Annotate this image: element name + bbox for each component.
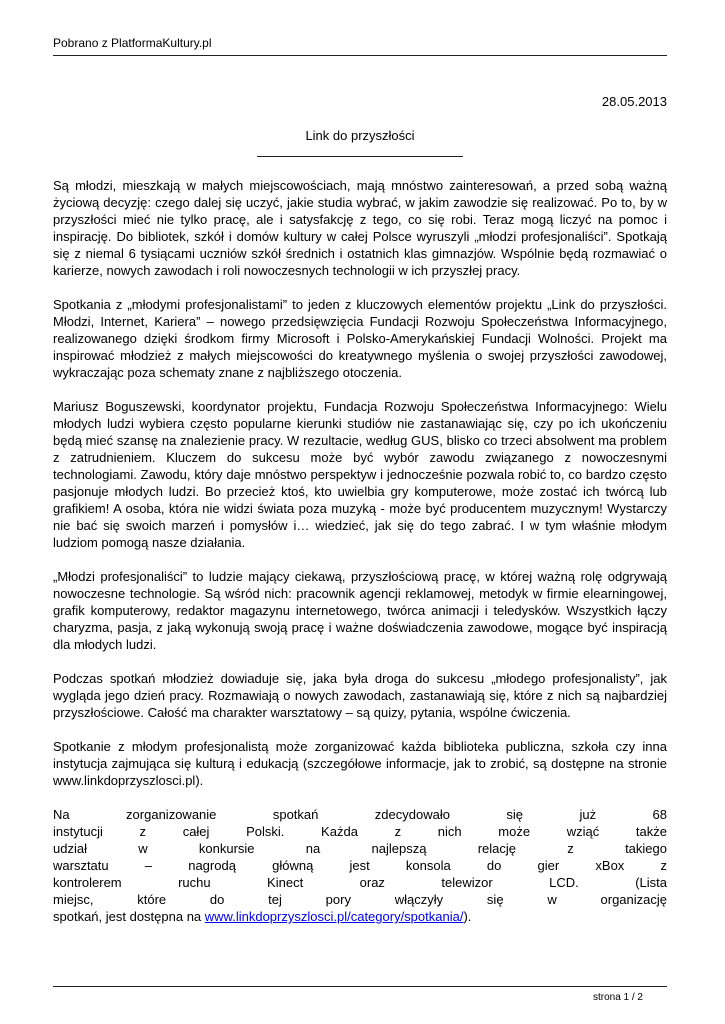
paragraph-intro: Są młodzi, mieszkają w małych miejscowościach, mają mnóstwo zainteresowań, a przed sobą ważną życiową decyzję: czego dalej się uczyć, jakie studia wybrać, w jakim zawodzie się realizować. Po to, by w przyszłości mieć nie tylko pracę, ale i satysfakcję z tego, co się robi. Teraz mogą liczyć na pomoc i inspirację. Do bibliotek, szkół i domów kultury w całej Polsce wyruszyli „młodzi profesjonaliści”. Spotkają się z niemal 6 tysiącami uczniów szkół średnich i ostatnich klas gimnazjów. Wspólnie będą rozmawiać o karierze, nowych zawodach i roli nowoczesnych technologii w ich przyszłej pracy. <box>53 178 667 278</box>
paragraph-meetings: Podczas spotkań młodzież dowiaduje się, jaka była droga do sukcesu „młodego profesjonalisty”, jak wygląda jego dzień pracy. Rozmawiają o nowych zawodach, zastanawiają się, które z nich są najbardziej przyszłościowe. Całość ma charakter warsztatowy – są quizy, pytania, wspólne ćwiczenia. <box>53 671 667 720</box>
paragraph-line: instytucji z całej Polski. Każda z nich może wziąć także <box>53 824 667 839</box>
paragraph-line: miejsc, które do tej pory włączyły się w organizację <box>53 892 667 907</box>
meetings-list-link[interactable]: www.linkdoprzyszlosci.pl/category/spotkania/ <box>204 909 464 924</box>
paragraph-line: udział w konkursie na najlepszą relację z takiego <box>53 841 667 856</box>
footer-divider <box>53 986 667 987</box>
paragraph-coordinator-quote: Mariusz Boguszewski, koordynator projektu, Fundacja Rozwoju Społeczeństwa Informacyjnego: Wielu młodych ludzi wybiera często popularne kierunki studiów nie zastanawiając się, czy po ich ukończeniu będą mieć szansę na znalezienie pracy. W rezultacie, według GUS, blisko co trzeci absolwent ma problem z zatrudnieniem. Kluczem do sukcesu może być wybór zawodu związanego z nowoczesnymi technologiami. Zawodu, który daje mnóstwo perspektyw i jednocześnie pozwala robić to, co bardzo często pasjonuje młodych ludzi. Bo przecież ktoś, kto uwielbia gry komputerowe, może zostać ich twórcą lub grafikiem! A osoba, która nie widzi świata poza muzyką - może być producentem muzycznym! Wystarczy nie bać się swoich marzeń i pomysłów i… wiedzieć, jak się do tego zabrać. I w tym właśnie młodym ludziom pomogą nasze działania. <box>53 399 667 550</box>
paragraph-line: kontrolerem ruchu Kinect oraz telewizor LCD. (Lista <box>53 875 667 890</box>
paragraph-project: Spotkania z „młodymi profesjonalistami” to jeden z kluczowych elementów projektu „Link do przyszłości. Młodzi, Internet, Kariera” – nowego przedsięwzięcia Fundacji Rozwoju Społeczeństwa Informacyjnego, realizowanego dzięki środkom firmy Microsoft i Polsko-Amerykańskiej Fundacji Wolności. Projekt ma inspirować młodzież z małych miejscowości do kreatywnego myślenia o swojej przyszłości zawodowej, wykraczając poza schematy znane z najbliższego otoczenia. <box>53 297 667 380</box>
document-date: 28.05.2013 <box>601 94 667 109</box>
title-underline <box>257 156 463 157</box>
paragraph-contest <box>53 806 667 925</box>
article-body <box>53 177 667 942</box>
paragraph-last-line <box>53 908 667 925</box>
document-title: Link do przyszłości <box>305 128 415 143</box>
link-suffix-text: ). <box>463 909 472 924</box>
link-prefix-text: spotkań, jest dostępna na <box>53 909 205 924</box>
header-divider <box>53 55 667 56</box>
paragraph-line: warsztatu – nagrodą główną jest konsola do gier xBox z <box>53 858 667 873</box>
paragraph-young-professionals: „Młodzi profesjonaliści” to ludzie mający ciekawą, przyszłościową pracę, w której ważną rolę odgrywają nowoczesne technologie. Są wśród nich: pracownik agencji reklamowej, metodyk w firmie elearningowej, grafik komputerowy, redaktor magazynu internetowego, twórca animacji i teledysków. Wszystkich łączy charyzma, pasja, z jaką wykonują swoją pracę i ważne doświadczenia zawodowe, mogące być inspiracją dla młodych ludzi. <box>53 569 667 652</box>
paragraph-line: Na zorganizowanie spotkań zdecydowało się już 68 <box>53 807 667 822</box>
paragraph-organize: Spotkanie z młodym profesjonalistą może zorganizować każda biblioteka publiczna, szkoła czy inna instytucja zajmująca się kulturą i edukacją (szczegółowe informacje, jak to zrobić, są dostępne na stronie www.linkdoprzyszlosci.pl). <box>53 739 667 788</box>
download-source-header: Pobrano z PlatformaKultury.pl <box>53 36 212 50</box>
page-number: strona 1 / 2 <box>592 992 643 1003</box>
